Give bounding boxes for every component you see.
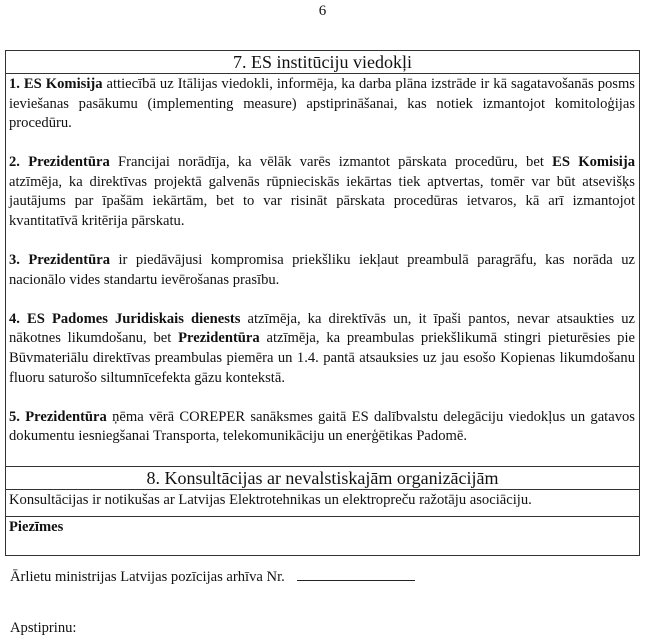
paragraph-3 [9, 251, 635, 290]
archive-label: Ārlietu ministrijas Latvijas pozīcijas arhīva Nr. [10, 569, 285, 585]
bold-text: 3. Prezidentūra [9, 252, 110, 269]
paragraph-1 [9, 75, 635, 134]
paragraph-4 [9, 310, 635, 388]
positions-table [5, 50, 640, 556]
notes-row [6, 516, 639, 555]
section-8-text: Konsultācijas ir notikušas ar Latvijas Elektrotehnikas un elektropreču ražotāju asociāciju. [9, 492, 532, 509]
page-number: 6 [318, 3, 327, 19]
paragraph-2 [9, 153, 635, 231]
bold-text: 4. ES Padomes Juridiskais dienests [9, 310, 241, 327]
section-7-body [6, 75, 639, 447]
text: ņēma vērā COREPER sanāksmes gaitā ES dalībvalstu delegāciju viedokļus un gatavos dokumentu iesniegšanai Transporta, telekomunikāciju un enerģētikas Padomē. [9, 408, 635, 445]
text: atzīmēja, ka direktīvās un, it īpaši pantos, nevar atsaukties uz nākotnes likumdošanu, bet [9, 310, 636, 347]
bold-text: 2. Prezidentūra [9, 154, 110, 171]
section-8-heading: 8. Konsultācijas ar nevalstiskajām organizācijām [6, 466, 639, 490]
section-7-heading: 7. ES institūciju viedokļi [6, 51, 639, 74]
bold-text: ES Komisija [552, 154, 635, 171]
notes-label: Piezīmes [9, 519, 64, 536]
bold-text: Prezidentūra [178, 330, 260, 347]
archive-number-blank [297, 568, 415, 581]
text: atzīmēja, ka direktīvas projektā galvenās rūpnieciskās iekārtas tiek aptvertas, tomēr var būt atsevišķs jautājums par īpašām iekārtām, bet to var risināt pārskata procedūras ietvaros, kā arī izmantojot kvantitatīvā kritērija pārskatu. [9, 173, 635, 230]
text: ir piedāvājusi kompromisa priekšliku iekļaut preambulā paragrāfu, kas norāda uz nacionālo vides standartu ievērošanas prasību. [9, 252, 635, 288]
archive-number-line [10, 568, 415, 586]
text: attiecībā uz Itālijas viedokli, informēja, ka darba plāna izstrāde ir kā sagatavošanās posms ieviešanas pasākumu (implementing measure) apstiprināšanai, kas notiek izmantojot komitoloģijas procedūru. [9, 76, 635, 132]
approve-label: Apstiprinu: [10, 620, 77, 636]
bold-text: 5. Prezidentūra [9, 408, 107, 425]
text: atzīmēja, ka preambulas priekšlikumā stingri pieturēsies pie Būvmateriālu direktīvas preambulas piemēra un 1.4. pantā atsauksies uz jau esošo Kopienas likumdošanu fluoru saturošo siltumnīcefekta gāzu kontekstā. [9, 330, 635, 386]
bold-text: 1. ES Komisija [9, 76, 103, 92]
text: Francijai norādīja, ka vēlāk varēs izmantot pārskata procedūru, bet [109, 154, 553, 171]
paragraph-5 [9, 408, 635, 447]
